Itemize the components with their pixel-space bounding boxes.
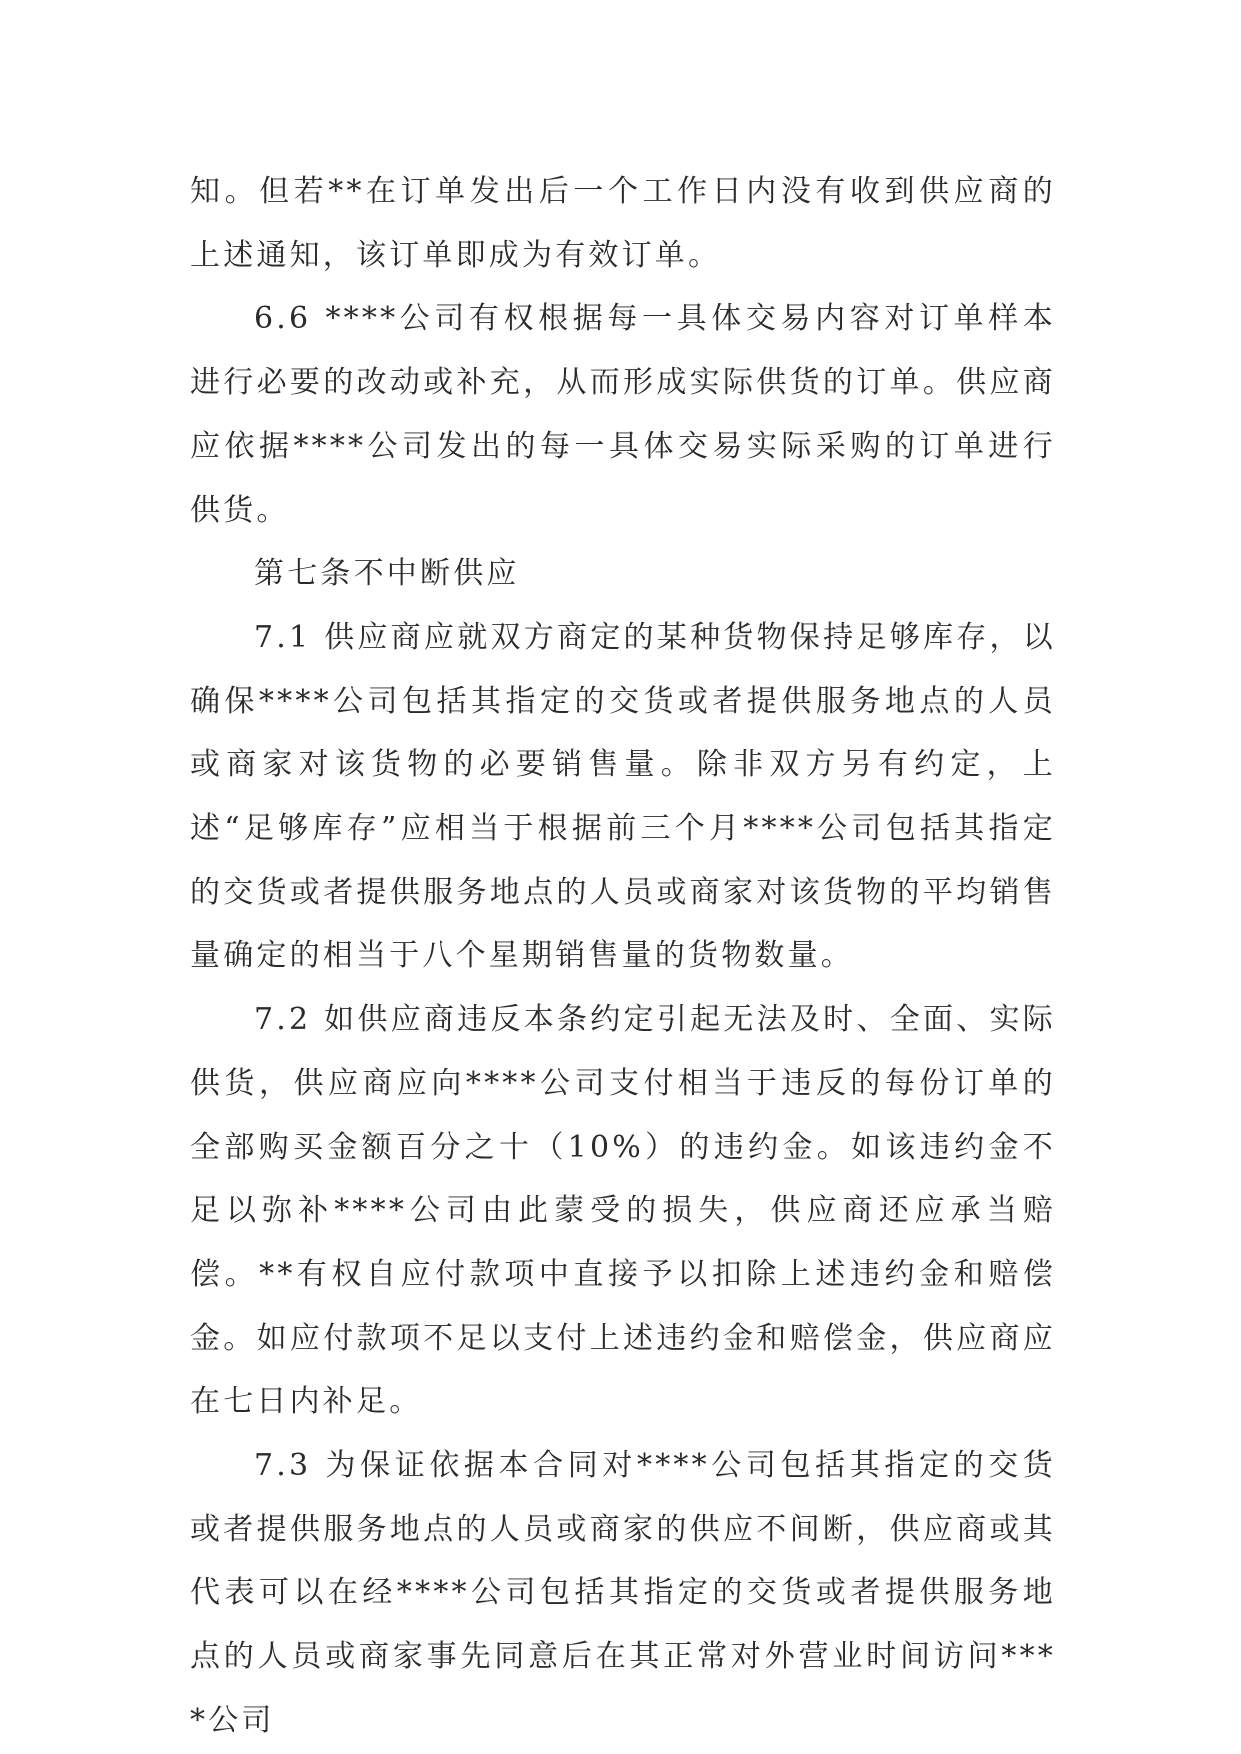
paragraph-clause-7-2: 7.2 如供应商违反本条约定引起无法及时、全面、实际供货，供应商应向****公司支付相当于违反的每份订单的全部购买金额百分之十（10%）的违约金。如该违约金不足以弥补****公司由此蒙受的损失，供应商还应承当赔偿。**有权自应付款项中直接予以扣除上述违约金和赔偿金。如应付款项不足以支付上述违约金和赔偿金，供应商应在七日内补足。: [190, 1002, 1056, 1420]
article-heading-7: 第七条不中断供应: [254, 556, 520, 592]
document-body: [190, 160, 1056, 1753]
paragraph-clause-6-6: 6.6 ****公司有权根据每一具体交易内容对订单样本进行必要的改动或补充，从而形成实际供货的订单。供应商应依据****公司发出的每一具体交易实际采购的订单进行供货。: [190, 301, 1056, 528]
paragraph-clause-7-3: 7.3 为保证依据本合同对****公司包括其指定的交货或者提供服务地点的人员或商家的供应不间断，供应商或其代表可以在经****公司包括其指定的交货或者提供服务地点的人员或商家事先同意后在其正常对外营业时间访问****公司: [190, 1448, 1056, 1738]
paragraph-continuation: 知。但若**在订单发出后一个工作日内没有收到供应商的上述通知，该订单即成为有效订单。: [190, 174, 1056, 273]
paragraph-clause-7-1: 7.1 供应商应就双方商定的某种货物保持足够库存，以确保****公司包括其指定的交货或者提供服务地点的人员或商家对该货物的必要销售量。除非双方另有约定，上述“足够库存”应相当于根据前三个月****公司包括其指定的交货或者提供服务地点的人员或商家对该货物的平均销售量确定的相当于八个星期销售量的货物数量。: [190, 619, 1056, 974]
